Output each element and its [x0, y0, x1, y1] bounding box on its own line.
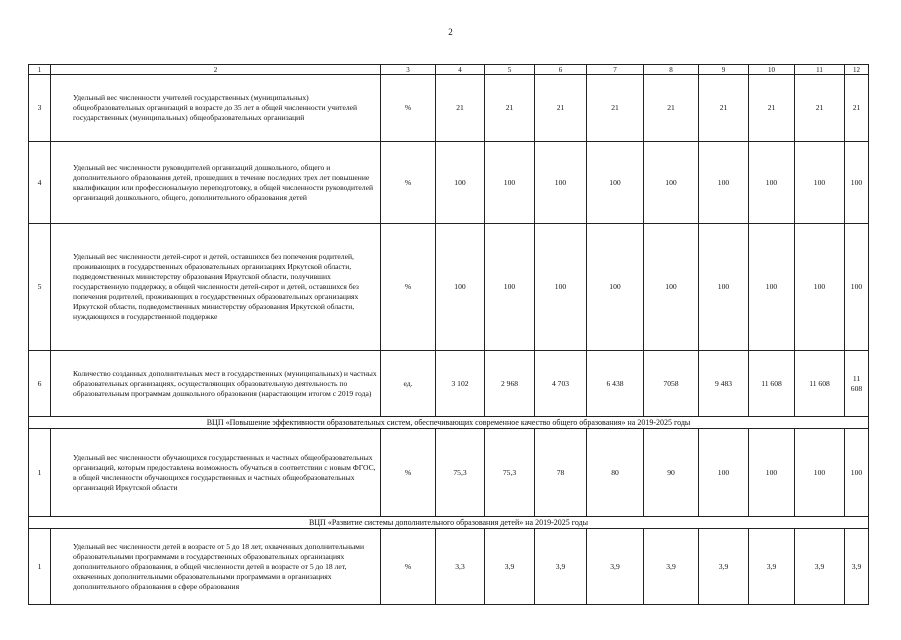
value-cell: 3,9 — [795, 529, 845, 605]
value-cell: 21 — [644, 75, 699, 142]
value-cell: 11 608 — [795, 351, 845, 417]
unit-cell: % — [381, 429, 436, 517]
value-cell: 3,9 — [749, 529, 795, 605]
unit-cell: % — [381, 529, 436, 605]
unit-cell: % — [381, 75, 436, 142]
indicator-description: Удельный вес численности обучающихся государственных и частных общеобразовательных организаций, которым предоставлена возможность обучаться в соответствии с новым ФГОС, в общей численности обучающихся государственных и частных общеобразовательных организаций Иркутской области — [51, 429, 381, 517]
value-cell: 21 — [749, 75, 795, 142]
unit-cell: % — [381, 142, 436, 224]
table-row — [29, 75, 869, 142]
table-row — [29, 351, 869, 417]
value-cell: 90 — [644, 429, 699, 517]
row-number: 5 — [29, 224, 51, 351]
value-cell: 100 — [587, 224, 644, 351]
indicator-description: Удельный вес численности детей в возрасте от 5 до 18 лет, охваченных дополнительными образовательными программами в государственных образовательных организациях дополнительного образования, в общей численности детей в возрасте от 5 до 18 лет, охваченных дополнительными образовательными программами в организациях дополнительного образования в сфере образования — [51, 529, 381, 605]
value-cell: 100 — [436, 224, 485, 351]
value-cell: 3,9 — [845, 529, 869, 605]
value-cell: 11 608 — [845, 351, 869, 417]
column-number: 11 — [795, 65, 845, 75]
value-cell: 21 — [436, 75, 485, 142]
value-cell: 9 483 — [699, 351, 749, 417]
value-cell: 75,3 — [485, 429, 535, 517]
value-cell: 100 — [845, 142, 869, 224]
value-cell: 21 — [535, 75, 587, 142]
value-cell: 3,9 — [485, 529, 535, 605]
row-number: 1 — [29, 429, 51, 517]
indicator-description: Количество созданных дополнительных мест в государственных (муниципальных) и частных образовательных организациях, осуществляющих образовательную деятельность по образовательным программам дошкольного образования (нарастающим итогом с 2019 года) — [51, 351, 381, 417]
value-cell: 3,9 — [587, 529, 644, 605]
value-cell: 3,9 — [699, 529, 749, 605]
value-cell: 78 — [535, 429, 587, 517]
column-number-row — [29, 65, 869, 75]
column-number: 1 — [29, 65, 51, 75]
value-cell: 100 — [795, 429, 845, 517]
value-cell: 100 — [845, 429, 869, 517]
value-cell: 3,9 — [644, 529, 699, 605]
section-title: ВЦП «Повышение эффективности образовательных систем, обеспечивающих современное качество общего образования» на 2019-2025 годы — [29, 417, 869, 429]
value-cell: 100 — [795, 224, 845, 351]
value-cell: 100 — [644, 142, 699, 224]
indicators-table — [28, 64, 869, 605]
value-cell: 2 968 — [485, 351, 535, 417]
section-header-row — [29, 417, 869, 429]
column-number: 5 — [485, 65, 535, 75]
value-cell: 100 — [845, 224, 869, 351]
value-cell: 100 — [749, 429, 795, 517]
table-row — [29, 529, 869, 605]
section-title: ВЦП «Развитие системы дополнительного образования детей» на 2019-2025 годы — [29, 517, 869, 529]
table-row — [29, 142, 869, 224]
value-cell: 100 — [644, 224, 699, 351]
value-cell: 4 703 — [535, 351, 587, 417]
column-number: 9 — [699, 65, 749, 75]
row-number: 4 — [29, 142, 51, 224]
value-cell: 21 — [845, 75, 869, 142]
value-cell: 3 102 — [436, 351, 485, 417]
value-cell: 100 — [485, 224, 535, 351]
indicator-description: Удельный вес численности руководителей организаций дошкольного, общего и дополнительного образования детей, прошедших в течение последних трех лет повышение квалификации или профессиональную переподготовку, в общей численности руководителей организаций дошкольного, общего, дополнительного образования детей — [51, 142, 381, 224]
value-cell: 100 — [749, 142, 795, 224]
column-number: 3 — [381, 65, 436, 75]
value-cell: 21 — [699, 75, 749, 142]
value-cell: 21 — [485, 75, 535, 142]
value-cell: 100 — [535, 224, 587, 351]
column-number: 4 — [436, 65, 485, 75]
value-cell: 100 — [535, 142, 587, 224]
row-number: 3 — [29, 75, 51, 142]
value-cell: 100 — [749, 224, 795, 351]
value-cell: 100 — [699, 142, 749, 224]
indicator-description: Удельный вес численности учителей государственных (муниципальных) общеобразовательных организаций в возрасте до 35 лет в общей численности учителей государственных (муниципальных) общеобразовательных организаций — [51, 75, 381, 142]
value-cell: 3,3 — [436, 529, 485, 605]
section-header-row — [29, 517, 869, 529]
value-cell: 21 — [795, 75, 845, 142]
column-number: 2 — [51, 65, 381, 75]
value-cell: 6 438 — [587, 351, 644, 417]
value-cell: 7058 — [644, 351, 699, 417]
column-number: 8 — [644, 65, 699, 75]
value-cell: 11 608 — [749, 351, 795, 417]
column-number: 7 — [587, 65, 644, 75]
value-cell: 100 — [485, 142, 535, 224]
unit-cell: % — [381, 224, 436, 351]
value-cell: 100 — [587, 142, 644, 224]
value-cell: 100 — [699, 429, 749, 517]
value-cell: 21 — [587, 75, 644, 142]
value-cell: 100 — [436, 142, 485, 224]
value-cell: 3,9 — [535, 529, 587, 605]
value-cell: 100 — [795, 142, 845, 224]
unit-cell: ед. — [381, 351, 436, 417]
value-cell: 75,3 — [436, 429, 485, 517]
column-number: 6 — [535, 65, 587, 75]
value-cell: 100 — [699, 224, 749, 351]
column-number: 12 — [845, 65, 869, 75]
row-number: 1 — [29, 529, 51, 605]
table-row — [29, 429, 869, 517]
page-number: 2 — [448, 27, 453, 37]
value-cell: 80 — [587, 429, 644, 517]
indicator-description: Удельный вес численности детей-сирот и детей, оставшихся без попечения родителей, проживающих в государственных образовательных организациях Иркутской области, подведомственных министерству образования Иркутской области, получивших государственную поддержку, в общей численности детей-сирот и детей, оставшихся без попечения родителей, проживающих в государственных образовательных организациях Иркутской области, подведомственных министерству образования Иркутской области, нуждающихся в государственной поддержке — [51, 224, 381, 351]
table-row — [29, 224, 869, 351]
column-number: 10 — [749, 65, 795, 75]
row-number: 6 — [29, 351, 51, 417]
